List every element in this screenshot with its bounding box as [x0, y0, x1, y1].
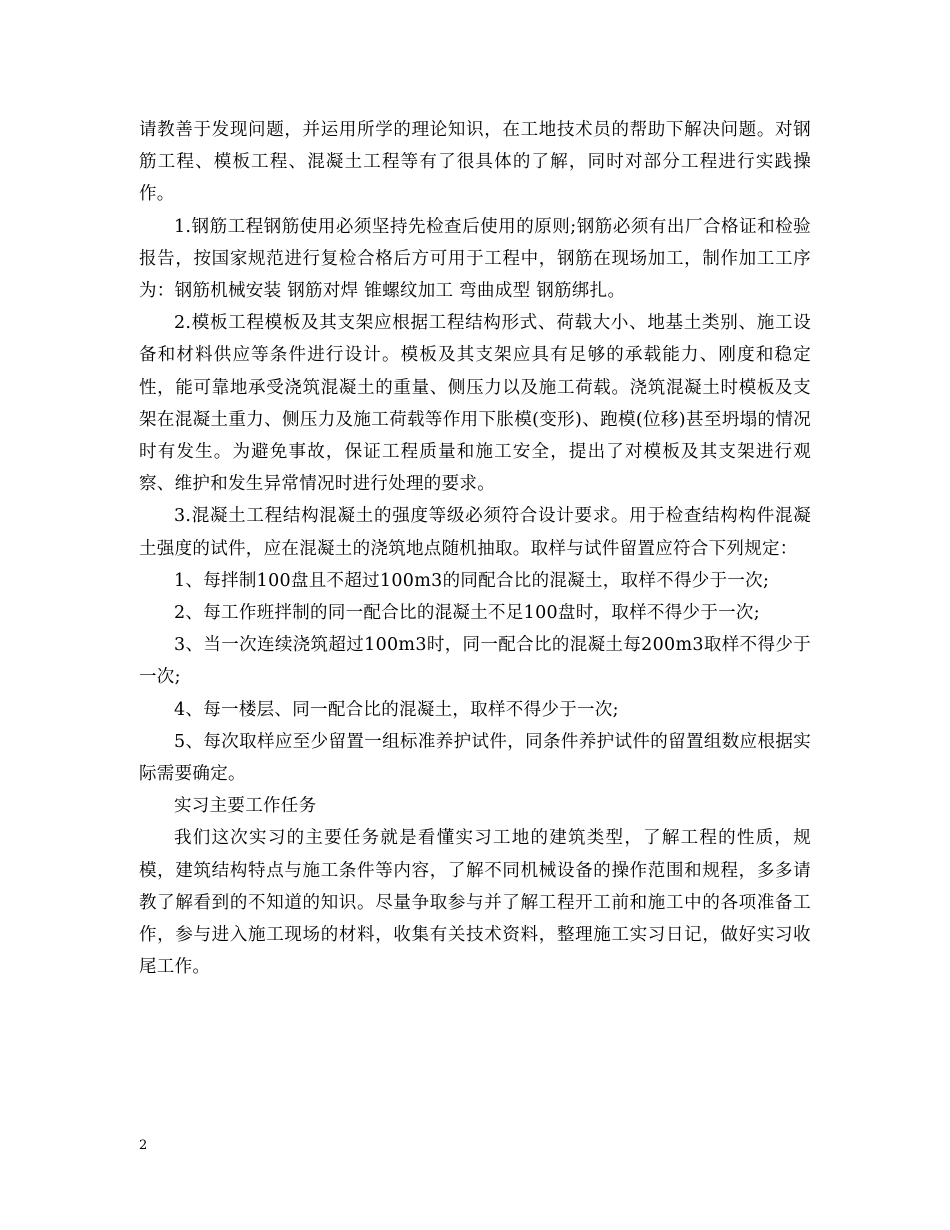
paragraph-concrete-engineering: 3.混凝土工程结构混凝土的强度等级必须符合设计要求。用于检查结构构件混凝土强度的试件，应在混凝土的浇筑地点随机抽取。取样与试件留置应符合下列规定： — [139, 506, 811, 559]
section-heading-internship-tasks: 实习主要工作任务 — [174, 796, 317, 817]
paragraph-formwork-engineering: 2.模板工程模板及其支架应根据工程结构形式、荷载大小、地基土类别、施工设备和材料供应等条件进行设计。模板及其支架应具有足够的承载能力、刚度和稳定性，能可靠地承受浇筑混凝土的重量、侧压力以及施工荷载。浇筑混凝土时模板及支架在混凝土重力、侧压力及施工荷载等作用下胀模(变形)、跑模(位移)甚至坍塌的情况时有发生。为避免事故，保证工程质量和施工安全，提出了对模板及其支架进行观察、维护和发生异常情况时进行处理的要求。 — [139, 313, 811, 495]
paragraph-internship-tasks: 我们这次实习的主要任务就是看懂实习工地的建筑类型，了解工程的性质，规模，建筑结构特点与施工条件等内容，了解不同机械设备的操作范围和规程，多多请教了解看到的不知道的知识。尽量争取参与并了解工程开工前和施工中的各项准备工作，参与进入施工现场的材料，收集有关技术资料，整理施工实习日记，做好实习收尾工作。 — [139, 828, 811, 978]
document-body — [139, 114, 811, 983]
list-item-sampling-rule-3: 3、当一次连续浇筑超过100m3时，同一配合比的混凝土每200m3取样不得少于一次; — [139, 635, 811, 688]
paragraph-rebar-engineering: 1.钢筋工程钢筋使用必须坚持先检查后使用的原则;钢筋必须有出厂合格证和检验报告，按国家规范进行复检合格后方可用于工程中，钢筋在现场加工，制作加工工序为：钢筋机械安装 钢筋对焊 锥螺纹加工 弯曲成型 钢筋绑扎。 — [139, 216, 811, 302]
list-item-sampling-rule-4: 4、每一楼层、同一配合比的混凝土，取样不得少于一次; — [174, 699, 619, 720]
list-item-sampling-rule-5: 5、每次取样应至少留置一组标准养护试件，同条件养护试件的留置组数应根据实际需要确定。 — [139, 731, 811, 785]
page-number: 2 — [139, 1138, 148, 1153]
list-item-sampling-rule-1: 1、每拌制100盘且不超过100m3的同配合比的混凝土，取样不得少于一次; — [174, 570, 770, 591]
list-item-sampling-rule-2: 2、每工作班拌制的同一配合比的混凝土不足100盘时，取样不得少于一次; — [174, 603, 760, 624]
paragraph-continuation: 请教善于发现问题，并运用所学的理论知识，在工地技术员的帮助下解决问题。对钢筋工程、模板工程、混凝土工程等有了很具体的了解，同时对部分工程进行实践操作。 — [139, 120, 811, 205]
